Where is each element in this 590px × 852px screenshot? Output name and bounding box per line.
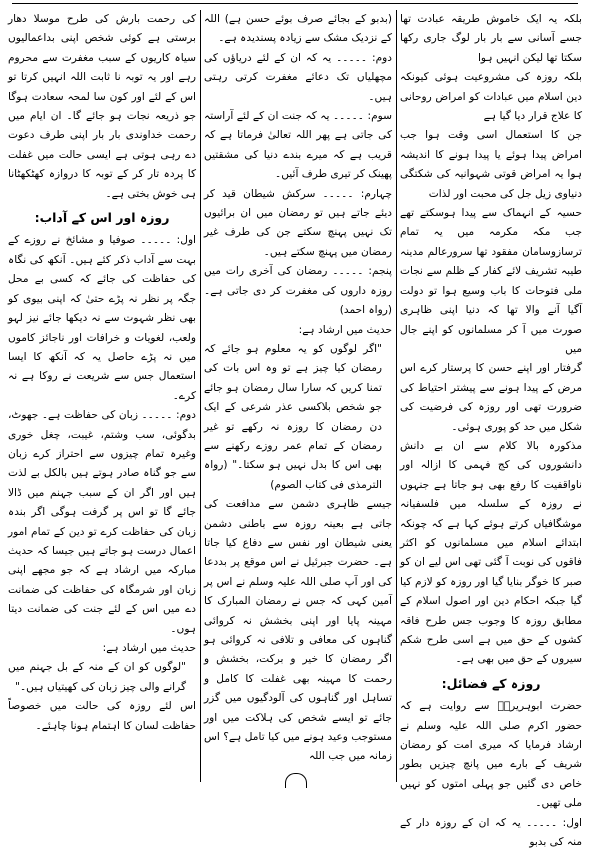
paragraph: دوم: ۔۔۔۔۔ زبان کی حفاظت ہے۔ جھوٹ، بدگوئی، سب وشتم، غیبت، چغل خوری وغیرہ تمام چیزوں سے احتراز کرے زبان سے جو گناہ صادر ہوتے ہیں بالکل بے لذت ہیں اور اگر ان کے سبب جہنم میں ڈالا جائے گا تو اس پر گرفت ہوگی اگر بندہ زبان کی حفاظت کرے تو دین کے تمام امور اعمال درست ہو جاتے ہیں جیسا کہ حدیث مبارکہ میں ارشاد ہے کہ جو مجھے اپنی زبان اور شرمگاہ کی حفاظت کی ضمانت دے میں اس کے لئے جنت کی ضمانت دیتا ہوں۔ xyxy=(8,409,196,635)
column-right xyxy=(400,10,582,849)
paragraph: حسیہ کے انہماک سے پیدا ہوسکتے تھے جب مکہ مکرمہ میں یہ تمام ترسازوسامان مفقود تھا سرورعالم مدینہ طیبہ تشریف لائے کفار کے ظلم سے نجات ملی فتوحات کا باب وسیع ہوا تو دولت آگیا آنے والا تھا کہ دنیا اپنی ظاہری صورت میں آ کر مسلمانوں کو اپنے جال میں xyxy=(400,207,582,355)
paragraph: گرفتار اور اپنے حسن کا پرستار کرے اس مرض کے پیدا ہونے سے پیشتر احتیاط کی ضرورت تھی اور روزہ کی فرضیت کی شکل میں حد کو پوری ہوئی۔ xyxy=(400,362,582,433)
column-middle xyxy=(204,10,392,785)
section-heading-virtues: روزہ کے فضائل: xyxy=(441,675,541,691)
paragraph: پنجم: ۔۔۔۔۔ رمضان کی آخری رات میں روزہ داروں کی مغفرت کر دی جاتی ہے۔ (رواہ احمد) xyxy=(204,265,392,317)
paragraph: جن کا استعمال اسی وقت ہوا جب امراض پیدا ہوئے یا پیدا ہونے کا اندیشہ ہوا یہ امراض قوتی شہوانیہ کی شکتگی دنیاوی زیل جل کی محبت اور لذات xyxy=(400,129,582,200)
paragraph: حدیث میں ارشاد ہے: xyxy=(298,323,392,336)
paragraph: اول: ۔۔۔۔۔ صوفیا و مشائخ نے روزے کے بہت سے آداب ذکر کئے ہیں۔ آنکھ کی نگاہ کی حفاظت کی جائے کہ کسی بے محل جگہ پر نظر نہ پڑے حتیٰ کہ اپنی بیوی کو بھی نظر شہوت سے نہ دیکھا جائے نیز لہو ولعب، لغویات و خرافات اور ناجائز کاموں میں نہ پڑے حاصل یہ کہ آنکھ کا ایسا استعمال جس سے شریعت نے روکا ہے نہ کرے۔ xyxy=(8,234,196,402)
column-divider xyxy=(200,10,201,782)
paragraph: (بدبو کے بجائے صرف بوئے حسن ہے) اللہ کے نزدیک مشک سے زیادہ پسندیدہ ہے۔ xyxy=(204,13,392,45)
page-number-marker xyxy=(285,773,307,788)
paragraph: چہارم: ۔۔۔۔۔ سرکش شیطان قید کر دیئے جاتے ہیں تو رمضان میں ان برائیوں تک نہیں پہنچ سکتے جن کی طرف غیر رمضان میں پہنچ سکتے ہیں۔ xyxy=(204,187,392,258)
hadith-quote: "اگر لوگوں کو یہ معلوم ہو جائے کہ رمضان کیا چیز ہے تو وہ اس بات کی تمنا کریں کہ سارا سال رمضان ہو جائے جو شخص بلاکسی عذر شرعی کے ایک دن رمضان کا روزہ نہ رکھے تو غیر رمضان کے تمام عمر روزے رکھنے سے بھی اس کا بدل نہیں ہو سکتا۔" (رواہ الترمذی فی کتاب الصوم) xyxy=(204,342,382,491)
paragraph: مذکورہ بالا کلام سے ان بے دانش دانشوروں کی کج فہمی کا ازالہ اور ناواقفیت کا رفع بھی ہو جاتا ہے جنہوں نے روزہ کے سلسلہ میں فلسفیانہ موشگافیاں کرتے ہوئے کہا ہے کہ چونکہ ابتدائے اسلام میں مسلمانوں کو اکثر فاقوں کی نوبت آ گئی تھی اس لیے ان کو صبر کا خوگر بنایا گیا اور روزہ کو لازم کیا گیا جبکہ احکام دین اور اصول اسلام کے مطابق روزہ کا وجوب جس طرح فاقہ کشوں کے حق میں ہے اسی طرح شکم سیروں کے حق میں بھی ہے۔ xyxy=(400,439,582,666)
paragraph: بلکہ یہ ایک خاموش طریقہ عبادت تھا جسے آسانی سے بار بار لوگ جاری رکھا سکتا تھا لیکن انہیں ہوا xyxy=(400,13,582,64)
paragraph: حدیث میں ارشاد ہے: xyxy=(102,642,196,654)
column-divider xyxy=(396,10,397,782)
paragraph: اس لئے روزہ کی حالت میں خصوصاً حفاظت لسان کا اہتمام ہونا چاہئے۔ xyxy=(8,700,196,732)
paragraph: کی رحمت بارش کی طرح موسلا دھار برستی ہے کوئی شخص اپنی بداعمالیوں سیاہ کاریوں کے سبب مغفرت سے محروم رہے اور یہ توبہ نا ثابت اللہ انہیں کرتا تو اس کے لئے اور کون سا لمحہ سعادت ہوگا جو ذریعہ نجات ہو جائے گا۔ ان ایام میں رحمت خداوندی بار بار اپنی طرف دعوت دے رہی ہوتی ہے ایسی حالت میں غفلت کا پردہ تار کر کے توبہ کا دروازہ کھٹکھٹانا ہی خوش بختی ہے۔ xyxy=(8,13,196,200)
paragraph: دوم: ۔۔۔۔۔ یہ کہ ان کے لئے دریاؤں کی مچھلیاں تک دعائے مغفرت کرتی رہتی ہیں۔ xyxy=(204,51,392,103)
column-left xyxy=(8,10,196,785)
paragraph: بلکہ روزہ کی مشروعیت ہوئی کیونکہ دین اسلام میں عبادات کو امراض روحانی کا علاج قرار دیا گیا ہے xyxy=(400,71,582,123)
paragraph: سوم: ۔۔۔۔۔ یہ کہ جنت ان کے لئے آراستہ کی جاتی ہے پھر اللہ تعالیٰ فرماتا ہے کہ قریب ہے کہ میرے بندے دنیا کی مشقتیں پھینک کر تیری طرف آئیں۔ xyxy=(204,110,392,181)
paragraph: اول: ۔۔۔۔۔ یہ کہ ان کے روزہ دار کے منہ کی بدبو xyxy=(400,816,582,849)
top-rule xyxy=(12,3,578,4)
paragraph: حضرت ابوہریرہؓ سے روایت ہے کہ حضور اکرم صلی اللہ علیہ وسلم نے ارشاد فرمایا کہ میری امت کو رمضان شریف کے بارے میں پانچ چیزیں بطور خاص دی گئیں جو پہلی امتوں کو نہیں ملی تھیں۔ xyxy=(400,700,582,810)
hadith-quote: "لوگوں کو ان کے منہ کے بل جہنم میں گرانے والی چیز زبان کی کھیتیاں ہیں۔" xyxy=(8,661,186,693)
section-heading-etiquette: روزہ اور اس کے آداب: xyxy=(34,210,170,226)
paragraph: جیسے ظاہری دشمن سے مدافعت کی جاتی ہے بعینہ روزہ سے باطنی دشمن یعنی شیطان اور نفس سے دفاع کیا جاتا ہے۔ حضرت جبرئیل نے اس موقع پر بددعا کی اور آپ صلی اللہ علیہ وسلم نے اس پر آمین کہی کہ جس نے رمضان المبارک کا مہینہ پایا اور اپنی بخشش نہ کروائی گناہوں کی معافی و تلافی نہ کروائی ہو اگر رمضان کا خیر و برکت، بخشش و رحمت کا مہینہ بھی غفلت کا کامل و تساہل اور گناہوں کی آلودگیوں میں گزر جائے تو ایسے شخص کی ہلاکت میں اور مستوجب وعید ہونے میں کیا تامل ہے؟ اس زمانہ میں جب اللہ xyxy=(204,498,392,763)
